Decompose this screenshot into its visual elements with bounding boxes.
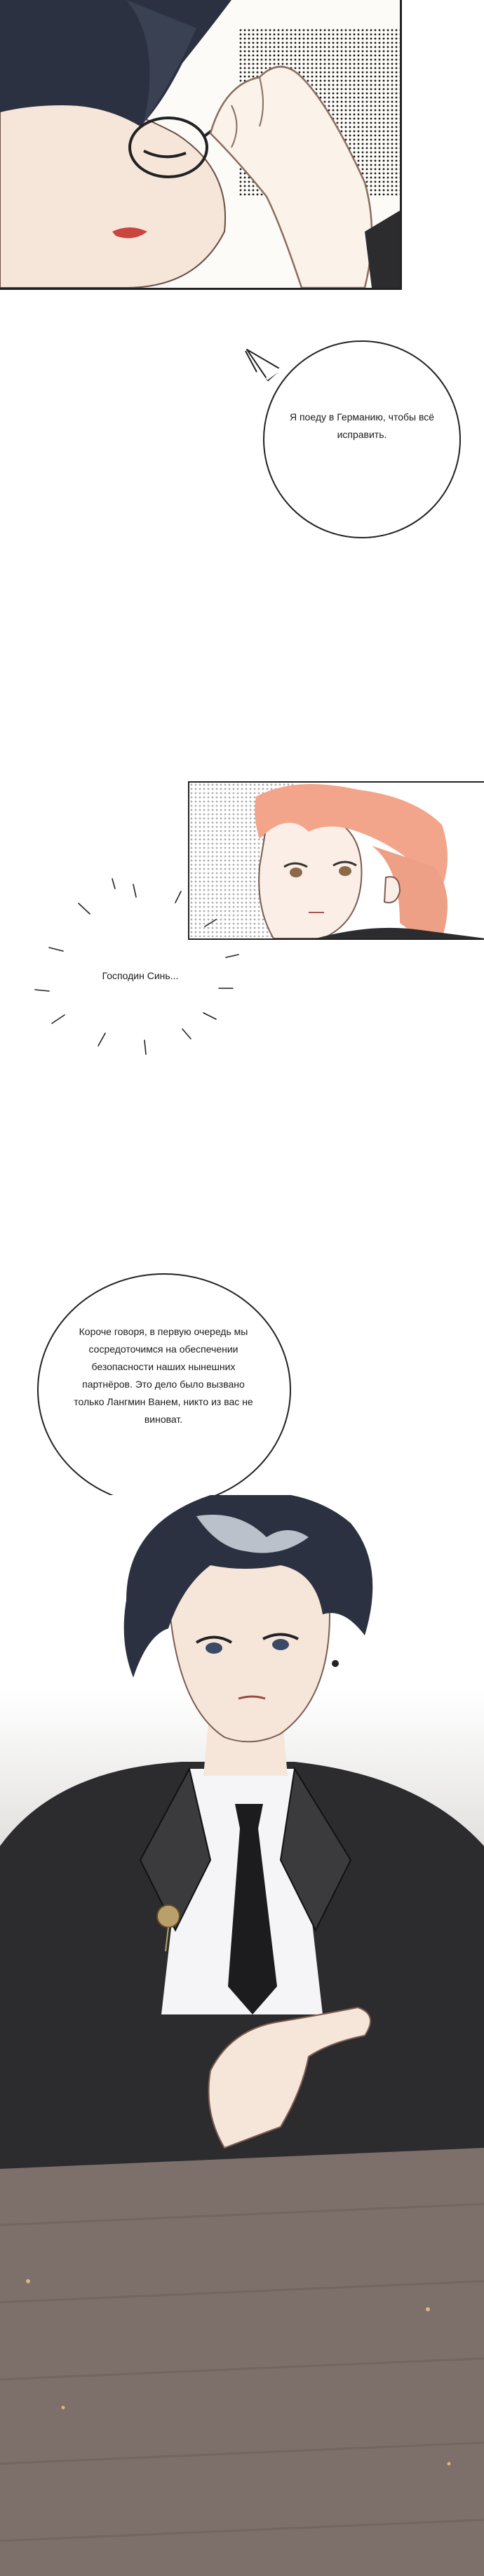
man-in-suit-illustration (0, 1495, 484, 2576)
speech-bubble-text: Короче говоря, в первую очередь мы сосредоточимся на обеспечении безопасности наших нынешних партнёров. Это дело было вызвано только Лангмин Ванем, никто из вас не виноват. (74, 1326, 253, 1425)
manga-panel-man-in-suit (0, 1495, 484, 2576)
speech-bubble (231, 323, 478, 540)
man-with-glasses-illustration (0, 0, 400, 288)
speech-bubble-text: Я поеду в Германию, чтобы всё исправить. (289, 411, 435, 440)
manga-panel-man-with-glasses (0, 0, 402, 290)
thought-burst (28, 870, 253, 1081)
caption-text: Господин Синь... (102, 970, 179, 981)
